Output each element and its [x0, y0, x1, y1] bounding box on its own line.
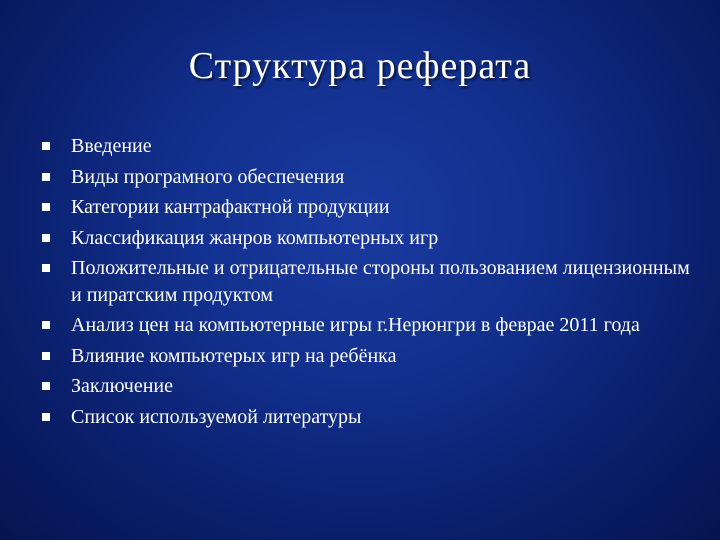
- list-item: [42, 343, 692, 370]
- square-bullet-icon: [42, 142, 50, 150]
- list-item: [42, 164, 692, 191]
- list-item-text: Классификация жанров компьютерных игр: [71, 226, 439, 249]
- list-item-text: Виды програмного обеспечения: [71, 165, 345, 188]
- list-item-text: Список используемой литературы: [71, 405, 362, 428]
- list-item: [42, 133, 692, 160]
- list-item: [42, 255, 692, 308]
- list-item: [42, 194, 692, 221]
- list-item-text: Анализ цен на компьютерные игры г.Нерюнгри в феврае 2011 года: [71, 314, 640, 336]
- square-bullet-icon: [42, 352, 50, 360]
- square-bullet-icon: [42, 321, 50, 329]
- list-item-text: Влияние компьютерых игр на ребёнка: [71, 344, 397, 367]
- list-item-text: Введение: [71, 135, 152, 157]
- square-bullet-icon: [42, 203, 50, 211]
- list-item-text: Категории кантрафактной продукции: [71, 196, 390, 218]
- square-bullet-icon: [42, 413, 50, 421]
- square-bullet-icon: [42, 264, 50, 272]
- list-item-text: Заключение: [71, 375, 173, 397]
- list-item: [42, 404, 692, 431]
- list-item: [42, 373, 692, 400]
- slide-title: Структура реферата: [188, 45, 532, 87]
- square-bullet-icon: [42, 234, 50, 242]
- square-bullet-icon: [42, 382, 50, 390]
- bullet-list: [42, 133, 692, 434]
- list-item: [42, 312, 692, 339]
- square-bullet-icon: [42, 173, 50, 181]
- list-item: [42, 225, 692, 252]
- list-item-text: Положительные и отрицательные стороны пользованием лицензионным и пиратским продуктом: [71, 257, 690, 306]
